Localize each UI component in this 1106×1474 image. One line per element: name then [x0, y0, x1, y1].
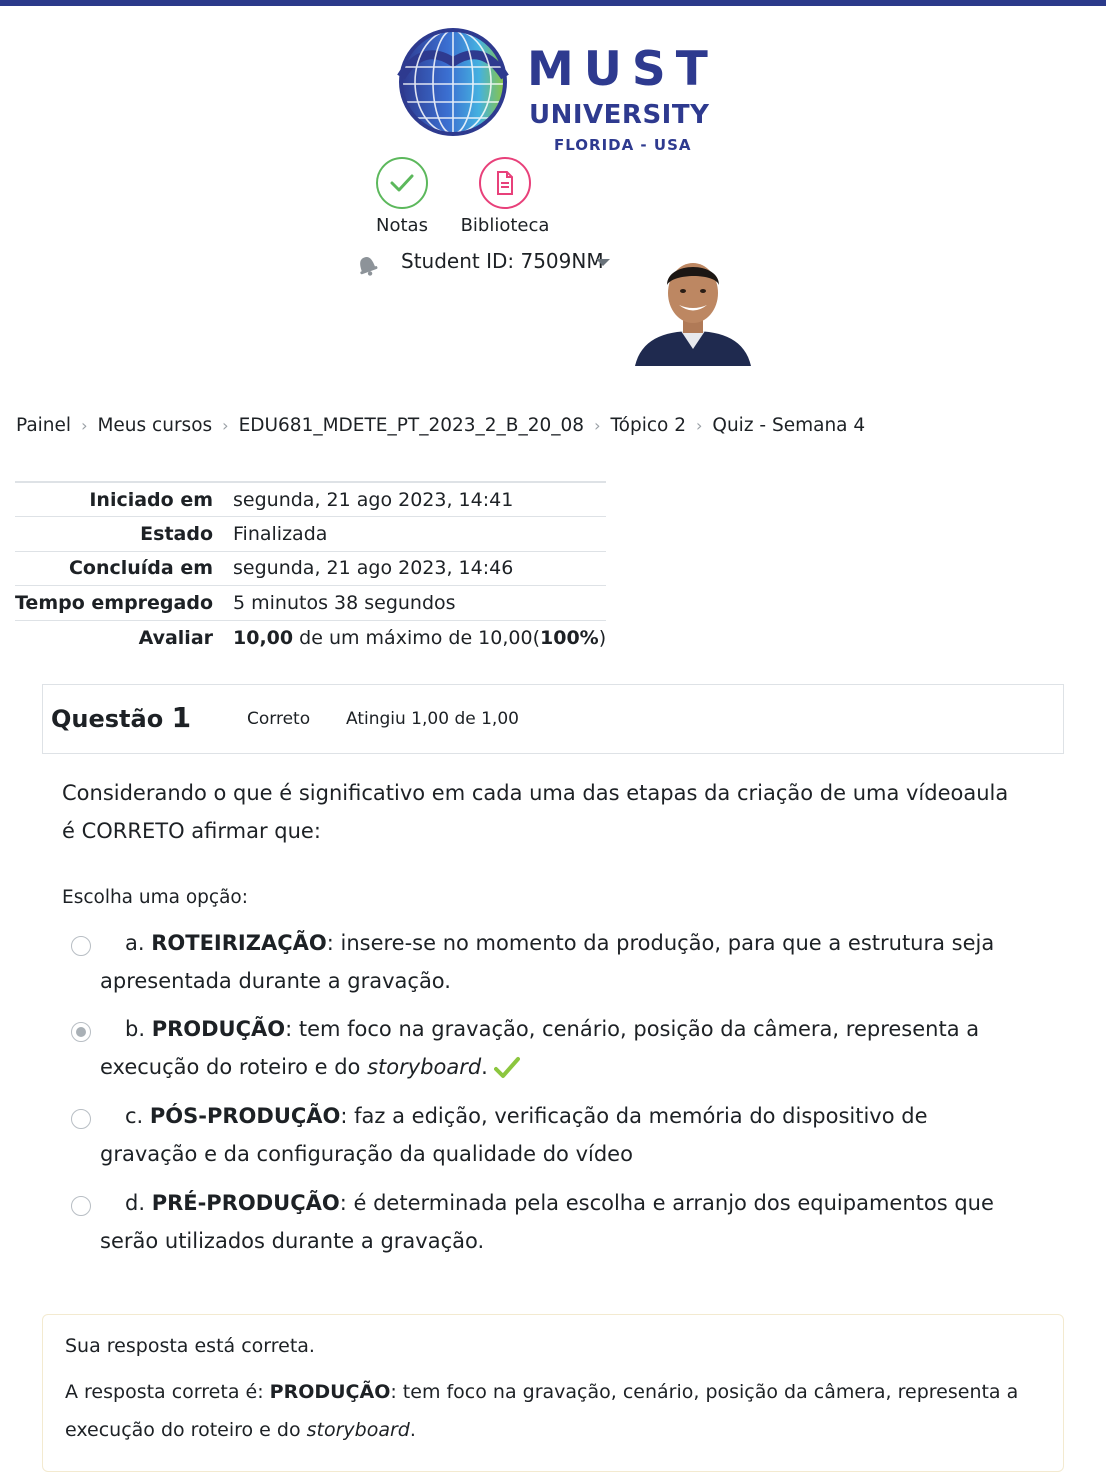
breadcrumb-topic[interactable]: Tópico 2: [610, 415, 686, 436]
grades-link-label: Notas: [376, 215, 428, 236]
grade-mid: de um máximo de 10,00(: [293, 626, 540, 649]
correct-answer-end: .: [409, 1419, 416, 1441]
breadcrumb-painel[interactable]: Painel: [16, 415, 72, 436]
started-label: Iniciado em: [89, 488, 214, 511]
time-taken-label: Tempo empregado: [15, 591, 214, 614]
correct-answer-body: : tem foco na gravação, cenário, posição da câmera, representa a execução do roteiro e do: [65, 1381, 1019, 1441]
logo-location-text: FLORIDA - USA: [554, 136, 692, 154]
radio-button-selected[interactable]: [71, 1022, 91, 1042]
answer-option-a[interactable]: [100, 924, 1030, 1000]
grade-value: [233, 620, 606, 655]
correct-answer-text: [65, 1373, 1025, 1449]
grade-percent: 100%: [540, 626, 599, 649]
library-link[interactable]: [455, 157, 555, 236]
document-icon: [479, 157, 531, 209]
radio-button[interactable]: [71, 936, 91, 956]
chevron-right-icon: ›: [695, 416, 703, 435]
question-mark: Atingiu 1,00 de 1,00: [346, 709, 519, 729]
answer-option-b[interactable]: [100, 1010, 1030, 1086]
option-end: .: [481, 1055, 488, 1079]
question-title-label: Questão: [51, 705, 164, 733]
user-menu-toggle[interactable]: Student ID: 7509NM: [401, 249, 604, 273]
chevron-right-icon: ›: [81, 416, 88, 435]
correct-answer-prefix: A resposta correta é:: [65, 1381, 270, 1403]
grade-end: ): [598, 626, 607, 649]
option-term: ROTEIRIZAÇÃO: [151, 931, 327, 955]
completed-value: segunda, 21 ago 2023, 14:46: [233, 557, 514, 580]
chevron-right-icon: ›: [222, 416, 229, 435]
grades-link[interactable]: [360, 157, 444, 236]
option-term: PÓS-PRODUÇÃO: [149, 1104, 341, 1128]
correct-answer-italic: storyboard: [306, 1419, 410, 1441]
correct-answer-term: PRODUÇÃO: [269, 1381, 391, 1403]
table-row: [15, 517, 606, 552]
option-letter: b.: [125, 1017, 152, 1041]
state-value: Finalizada: [233, 522, 328, 545]
question-state: Correto: [247, 709, 311, 729]
option-text: : é determinada pela escolha e arranjo dos equipamentos que serão utilizados durante a gravação.: [100, 1191, 994, 1253]
logo-university-text: UNIVERSITY: [529, 100, 710, 130]
option-term: PRODUÇÃO: [151, 1017, 286, 1041]
option-italic-text: storyboard: [367, 1055, 482, 1079]
table-row: [15, 551, 606, 586]
grade-score: 10,00: [233, 626, 294, 649]
radio-button[interactable]: [71, 1196, 91, 1216]
option-letter: a.: [125, 931, 152, 955]
state-label: Estado: [140, 522, 214, 545]
question-info-box: [42, 684, 1064, 754]
logo-must-text: MUST: [527, 42, 718, 97]
table-row: [15, 620, 606, 655]
table-row: [15, 586, 606, 621]
option-letter: d.: [125, 1191, 152, 1215]
attempt-summary-table: [15, 481, 606, 655]
breadcrumb-quiz[interactable]: Quiz - Semana 4: [712, 415, 866, 436]
option-term: PRÉ-PRODUÇÃO: [151, 1191, 340, 1215]
option-letter: c.: [125, 1104, 150, 1128]
question-title: [51, 701, 191, 734]
option-text: : tem foco na gravação, cenário, posição da câmera, representa a execução do roteiro e do: [100, 1017, 980, 1079]
chevron-down-icon[interactable]: [596, 259, 610, 266]
answer-option-d[interactable]: [100, 1184, 1030, 1260]
breadcrumb-course[interactable]: EDU681_MDETE_PT_2023_2_B_20_08: [238, 415, 585, 436]
answer-option-c[interactable]: [100, 1097, 1030, 1173]
top-accent-bar: [0, 0, 1106, 6]
started-value: segunda, 21 ago 2023, 14:41: [233, 488, 514, 511]
answer-prompt: Escolha uma opção:: [62, 887, 248, 908]
chevron-right-icon: ›: [594, 416, 601, 435]
option-text: : insere-se no momento da produção, para que a estrutura seja apresentada durante a gravação.: [100, 931, 995, 993]
breadcrumb: [16, 415, 865, 436]
feedback-status: Sua resposta está correta.: [65, 1335, 315, 1357]
question-text: Considerando o que é significativo em cada uma das etapas da criação de uma vídeoaula é CORRETO afirmar que:: [62, 781, 1009, 843]
grade-label: Avaliar: [138, 626, 214, 649]
globe-logo-icon: [393, 22, 513, 137]
table-row: [15, 482, 606, 517]
question-number: 1: [171, 701, 192, 734]
university-logo[interactable]: [393, 22, 723, 154]
correct-check-icon: [494, 1056, 520, 1080]
option-text: : faz a edição, verificação da memória do dispositivo de gravação e da configuração da qualidade do vídeo: [100, 1104, 928, 1166]
radio-button[interactable]: [71, 1109, 91, 1129]
time-taken-value: 5 minutos 38 segundos: [233, 591, 456, 614]
breadcrumb-meus-cursos[interactable]: Meus cursos: [97, 415, 213, 436]
library-link-label: Biblioteca: [460, 215, 550, 236]
check-icon: [376, 157, 428, 209]
avatar[interactable]: [633, 245, 752, 366]
notification-bell-icon[interactable]: [354, 252, 380, 278]
feedback-box: [42, 1314, 1064, 1472]
completed-label: Concluída em: [68, 557, 214, 580]
